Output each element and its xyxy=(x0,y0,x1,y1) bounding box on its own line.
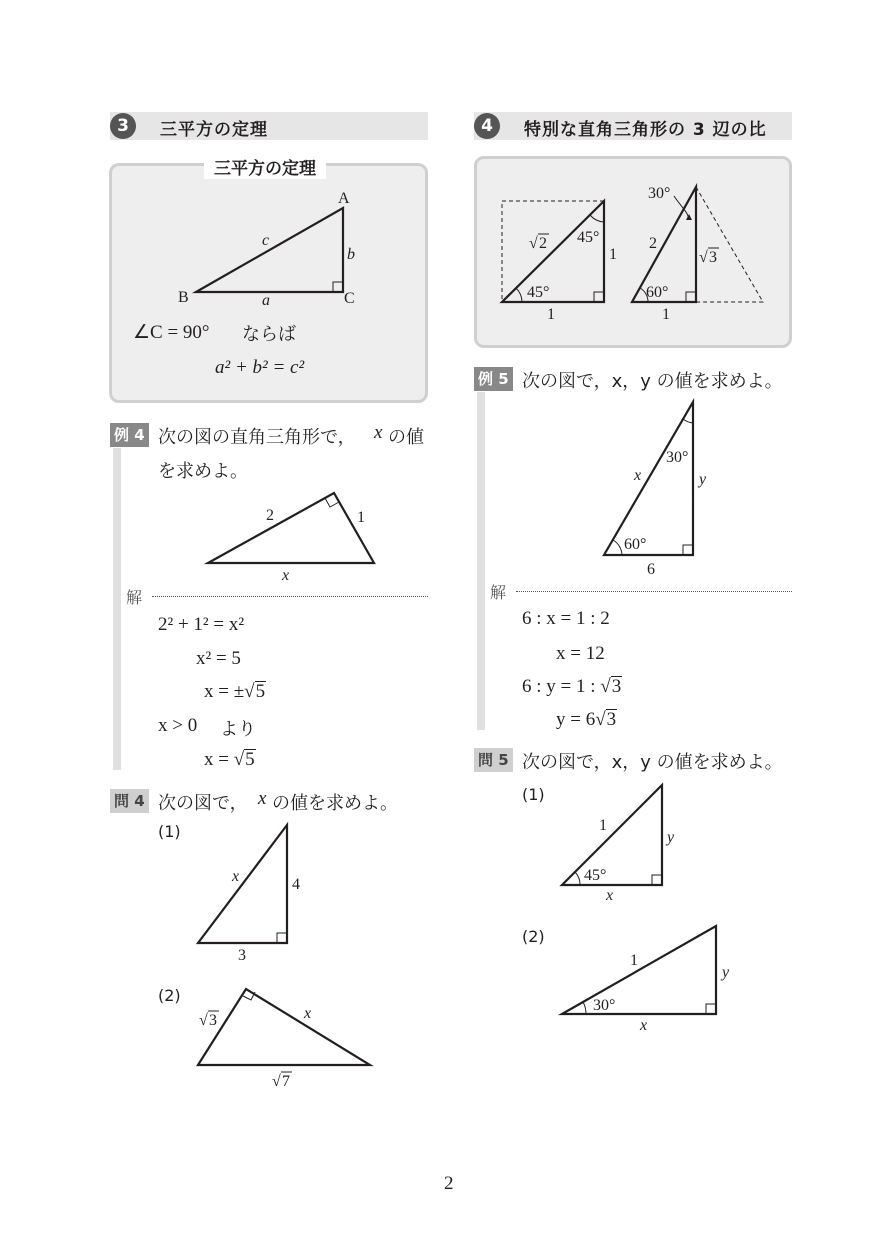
question-5-part-2-label: (2) xyxy=(522,927,545,946)
leg-label: 1 xyxy=(357,509,365,526)
question-4-tag: 問 4 xyxy=(110,789,149,813)
hyp-label: 1 xyxy=(630,952,638,969)
page-number: 2 xyxy=(444,1173,454,1194)
base-label: x xyxy=(606,887,614,904)
example-4-text-2: の値 xyxy=(388,427,424,448)
base-label: 3 xyxy=(238,947,246,964)
condition-angle: ∠C = 90° xyxy=(133,322,210,343)
bottom-angle-label: 60° xyxy=(646,284,669,301)
sqrt-symbol: √ xyxy=(529,235,538,252)
solution-label: 解 xyxy=(126,588,143,607)
side-b-label: b xyxy=(347,246,355,263)
hyp-label: x xyxy=(634,467,642,484)
question-5-tag: 問 5 xyxy=(474,748,513,772)
condition-word: ならば xyxy=(242,324,296,345)
sqrt-symbol: √ xyxy=(244,681,255,702)
leg2-label: x xyxy=(304,1005,312,1022)
section-title: 三平方の定理 xyxy=(160,120,268,140)
vertex-b-label: B xyxy=(178,289,189,306)
solution-line-1: 2² + 1² = x² xyxy=(158,614,245,635)
side-label: 1 xyxy=(609,246,617,263)
base-label: 6 xyxy=(647,561,655,578)
bottom-angle-label: 45° xyxy=(527,284,550,301)
angle-arc xyxy=(583,1002,586,1014)
solution-line-1: 6 : x = 1 : 2 xyxy=(522,608,610,629)
section-number-badge: 4 xyxy=(474,113,500,139)
bottom-angle-label: 60° xyxy=(624,536,647,553)
solution-line-3-lhs: x = ± xyxy=(204,681,245,702)
sqrt-symbol: √ xyxy=(600,676,611,697)
side-label: y xyxy=(722,964,730,981)
solution-line-2: x² = 5 xyxy=(196,648,241,669)
radicand: 5 xyxy=(255,681,266,702)
vertex-a-label: A xyxy=(338,190,350,207)
top-angle-label: 30° xyxy=(648,185,671,202)
radicand: 3 xyxy=(606,709,617,730)
example-5-tag: 例 5 xyxy=(474,367,513,391)
theorem-box-caption: 三平方の定理 xyxy=(204,154,326,179)
angle-label: 30° xyxy=(593,997,616,1014)
top-angle-label: 45° xyxy=(577,229,600,246)
example-5-text: 次の図で，x，y の値を求めよ。 xyxy=(522,371,783,392)
question-4-part-2-label: (2) xyxy=(158,986,181,1005)
radicand: 3 xyxy=(611,676,622,697)
solution-line-5-lhs: x = xyxy=(204,749,234,770)
base-label: 7 xyxy=(282,1073,290,1090)
example-4-tag: 例 4 xyxy=(110,423,149,447)
base-sqrt-symbol: √ xyxy=(272,1073,281,1090)
example-4-var: x xyxy=(374,422,383,443)
side-label: 3 xyxy=(709,249,717,266)
solution-line-2: x = 12 xyxy=(556,643,605,664)
vertex-c-label: C xyxy=(344,290,355,307)
pythagorean-formula: a² + b² = c² xyxy=(215,357,305,378)
leg-sqrt-symbol: √ xyxy=(199,1012,208,1029)
example-4-text-1: 次の図の直角三角形で， xyxy=(158,427,356,448)
hyp-label: 2 xyxy=(649,235,657,252)
question-4-part-1-label: (1) xyxy=(158,822,181,841)
base-label: x xyxy=(640,1017,648,1034)
solution-line-4-lhs: y = 6 xyxy=(556,709,596,730)
question-5-part-1-label: (1) xyxy=(522,785,545,804)
hyp-label: 1 xyxy=(599,817,607,834)
solution-line-4: x > 0 xyxy=(158,715,198,736)
base-label: 1 xyxy=(662,306,670,323)
question-4-text-1: 次の図で， xyxy=(158,793,248,814)
right-angle-mark xyxy=(706,1004,716,1014)
question-4-var: x xyxy=(258,788,267,809)
example-4-text-3: を求めよ。 xyxy=(158,461,248,482)
solution-line-3-lhs: 6 : y = 1 : xyxy=(522,676,601,697)
hyp-label: x xyxy=(232,868,240,885)
hyp-label: 2 xyxy=(539,235,547,252)
solution-label: 解 xyxy=(490,583,507,602)
side-c-label: c xyxy=(262,232,270,249)
side-a-label: a xyxy=(262,292,270,309)
base-label: x xyxy=(282,567,290,584)
solution-line-4-word: より xyxy=(220,719,256,740)
angle-label: 45° xyxy=(584,867,607,884)
sqrt-symbol: √ xyxy=(699,249,708,266)
section-number-badge: 3 xyxy=(110,113,136,139)
base-label: 1 xyxy=(547,306,555,323)
sqrt-symbol: √ xyxy=(595,709,606,730)
radicand: 5 xyxy=(245,749,255,770)
section-title: 特別な直角三角形の 3 辺の比 xyxy=(524,120,767,140)
leg-label: 3 xyxy=(209,1012,217,1029)
sqrt-symbol: √ xyxy=(233,749,245,770)
top-angle-label: 30° xyxy=(666,449,689,466)
question-5-text: 次の図で，x，y の値を求めよ。 xyxy=(522,752,783,773)
side-label: y xyxy=(699,471,707,488)
question-4-text-2: の値を求めよ。 xyxy=(272,793,398,814)
side-label: y xyxy=(667,829,675,846)
leg-label: 4 xyxy=(292,876,300,893)
q5-2-triangle xyxy=(562,926,716,1014)
hyp-label: 2 xyxy=(266,507,274,524)
